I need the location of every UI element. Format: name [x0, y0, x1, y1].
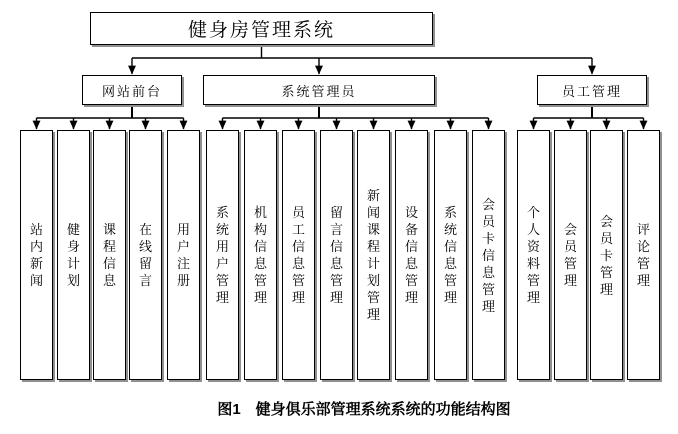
- node-personal-profile-mgmt: [517, 130, 550, 380]
- node-label: 会员卡信息管理: [481, 196, 495, 314]
- node-label: 新闻课程计划管理: [366, 188, 380, 322]
- node-label: 用户注册: [176, 222, 190, 288]
- node-label: 留言信息管理: [329, 205, 343, 305]
- node-news-course-plan-mgmt: [357, 130, 390, 380]
- node-label: 健身计划: [66, 222, 80, 288]
- node-gym-management-system: 健身房管理系统: [90, 12, 433, 45]
- node-member-card-info-mgmt: [472, 130, 505, 380]
- node-label: 课程信息: [102, 222, 116, 288]
- node-user-registration: [167, 130, 200, 380]
- node-member-mgmt: [554, 130, 587, 380]
- node-staff-info-mgmt: [282, 130, 315, 380]
- node-comment-mgmt: [627, 130, 660, 380]
- node-label: 评论管理: [636, 222, 650, 288]
- node-label: 会员卡管理: [599, 213, 613, 297]
- node-system-user-mgmt: [206, 130, 239, 380]
- node-online-message: [129, 130, 162, 380]
- node-label: 机构信息管理: [253, 205, 267, 305]
- node-label: 系统用户管理: [215, 205, 229, 305]
- node-message-info-mgmt: [320, 130, 353, 380]
- node-label: 设备信息管理: [404, 205, 418, 305]
- node-label: 员工信息管理: [291, 205, 305, 305]
- node-website-front: 网站前台: [82, 75, 182, 105]
- node-label: 系统信息管理: [443, 205, 457, 305]
- node-label: 会员管理: [563, 222, 577, 288]
- node-label: 个人资料管理: [526, 205, 540, 305]
- node-course-info: [93, 130, 126, 380]
- node-member-card-mgmt: [590, 130, 623, 380]
- node-label: 在线留言: [138, 222, 152, 288]
- node-site-news: [20, 130, 53, 380]
- node-fitness-plan: [57, 130, 90, 380]
- node-system-admin: 系统管理员: [203, 75, 435, 105]
- node-system-info-mgmt: [434, 130, 467, 380]
- node-label: 站内新闻: [29, 222, 43, 288]
- figure-caption: 图1 健身俱乐部管理系统系统的功能结构图: [217, 401, 511, 418]
- node-staff-management: 员工管理: [537, 75, 647, 105]
- node-equipment-info-mgmt: [395, 130, 428, 380]
- node-org-info-mgmt: [244, 130, 277, 380]
